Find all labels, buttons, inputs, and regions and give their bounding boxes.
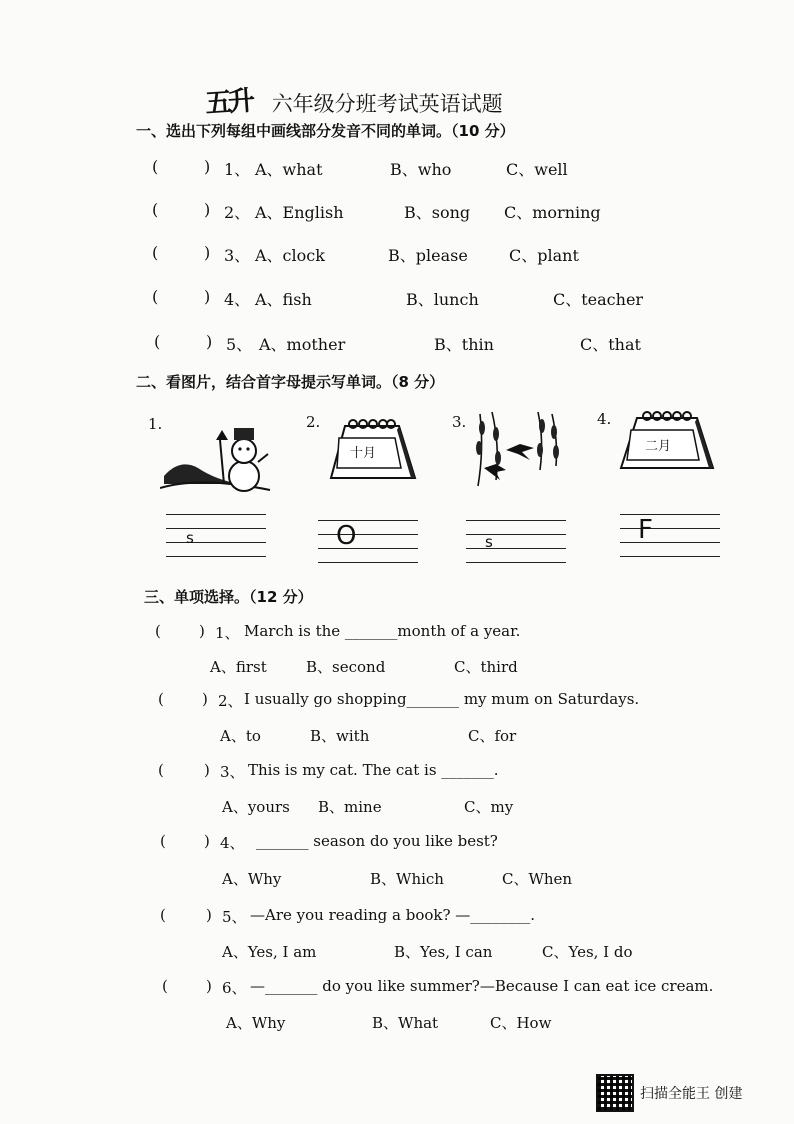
answer-paren-open: (	[160, 832, 166, 850]
hint-letter: s	[485, 533, 493, 551]
option-b: B、lunch	[406, 290, 479, 309]
option-b: B、second	[306, 658, 386, 676]
picture-number: 1.	[148, 415, 163, 433]
section1-heading: 一、选出下列每组中画线部分发音不同的单词。（10 分）	[136, 122, 515, 140]
answer-paren-close: )	[206, 906, 212, 924]
section2-heading: 二、看图片，结合首字母提示写单词。（8 分）	[136, 373, 445, 391]
answer-paren-close: )	[204, 200, 211, 219]
answer-paren-open: (	[154, 332, 161, 351]
option-a: A、fish	[255, 290, 312, 309]
item-number: 1、	[215, 624, 240, 642]
question-text: This is my cat. The cat is _______.	[248, 761, 499, 779]
hint-letter: O	[336, 521, 357, 551]
option-b: B、What	[372, 1014, 439, 1032]
option-b: B、Which	[370, 870, 444, 888]
page-title	[205, 80, 503, 119]
answer-paren-close: )	[204, 832, 210, 850]
handwritten-mark: 五升	[204, 85, 253, 120]
option-b: B、mine	[318, 798, 382, 816]
answer-paren-close: )	[204, 287, 211, 306]
option-a: A、mother	[259, 335, 346, 354]
answer-paren-close: )	[204, 243, 211, 262]
answer-paren-open: (	[160, 906, 166, 924]
item-number: 4、	[220, 834, 245, 852]
section3-heading: 三、单项选择。（12 分）	[144, 588, 313, 606]
option-a: A、to	[220, 727, 261, 745]
answer-paren-open: (	[152, 243, 159, 262]
question-text: —Are you reading a book? —________.	[250, 906, 536, 924]
option-b: B、song	[404, 203, 471, 222]
option-a: A、clock	[255, 246, 325, 265]
answer-paren-open: (	[152, 200, 159, 219]
answer-paren-open: (	[162, 977, 168, 995]
answer-lines	[166, 514, 266, 560]
picture-number: 2.	[306, 413, 321, 431]
answer-paren-open: (	[155, 622, 161, 640]
picture-number: 4.	[597, 410, 612, 428]
item-number: 3、	[220, 763, 245, 781]
picture-number: 3.	[452, 413, 467, 431]
hint-letter: s	[186, 529, 194, 547]
option-c: C、that	[580, 335, 641, 354]
option-c: C、How	[490, 1014, 552, 1032]
option-c: C、Yes, I do	[542, 943, 633, 961]
calendar-text: 十月	[350, 446, 377, 461]
answer-paren-close: )	[206, 977, 212, 995]
option-a: A、Yes, I am	[222, 943, 317, 961]
option-c: C、for	[468, 727, 517, 745]
question-text: —_______ do you like summer?—Because I can eat ice cream.	[250, 977, 714, 995]
answer-paren-close: )	[202, 690, 208, 708]
item-number: 6、	[222, 979, 247, 997]
option-a: A、Why	[226, 1014, 286, 1032]
answer-paren-open: (	[152, 287, 159, 306]
item-number: 2、	[218, 692, 243, 710]
calendar-text: 二月	[645, 439, 672, 454]
answer-paren-close: )	[199, 622, 205, 640]
item-number: 1、	[224, 160, 251, 179]
option-c: C、morning	[504, 203, 601, 222]
option-c: C、teacher	[553, 290, 644, 309]
item-number: 2、	[224, 203, 251, 222]
option-c: C、plant	[509, 246, 579, 265]
answer-lines	[318, 520, 418, 566]
answer-paren-open: (	[152, 157, 159, 176]
option-c: C、my	[464, 798, 514, 816]
item-number: 3、	[224, 246, 251, 265]
option-a: A、English	[255, 203, 344, 222]
option-a: A、Why	[222, 870, 282, 888]
option-b: B、thin	[434, 335, 494, 354]
answer-lines	[620, 514, 720, 560]
swallow-willow-icon	[470, 410, 570, 488]
hint-letter: F	[638, 515, 653, 545]
question-text: March is the _______month of a year.	[244, 622, 521, 640]
option-c: C、well	[506, 160, 568, 179]
option-b: B、please	[388, 246, 468, 265]
option-a: A、first	[210, 658, 267, 676]
answer-paren-open: (	[158, 690, 164, 708]
scanner-watermark: 扫描全能王 创建	[640, 1086, 743, 1102]
item-number: 5、	[226, 335, 253, 354]
item-number: 5、	[222, 908, 247, 926]
answer-paren-close: )	[204, 761, 210, 779]
option-b: B、with	[310, 727, 370, 745]
snowman-icon	[160, 418, 275, 494]
item-number: 4、	[224, 290, 251, 309]
question-text: _______ season do you like best?	[256, 832, 498, 850]
title-text: 六年级分班考试英语试题	[271, 92, 503, 116]
option-c: C、When	[502, 870, 573, 888]
answer-lines	[466, 520, 566, 566]
option-b: B、who	[390, 160, 452, 179]
question-text: I usually go shopping_______ my mum on Saturdays.	[244, 690, 640, 708]
option-b: B、Yes, I can	[394, 943, 493, 961]
qr-code-icon	[596, 1074, 634, 1112]
option-a: A、yours	[222, 798, 290, 816]
answer-paren-close: )	[204, 157, 211, 176]
answer-paren-open: (	[158, 761, 164, 779]
option-c: C、third	[454, 658, 518, 676]
option-a: A、what	[255, 160, 323, 179]
answer-paren-close: )	[206, 332, 213, 351]
